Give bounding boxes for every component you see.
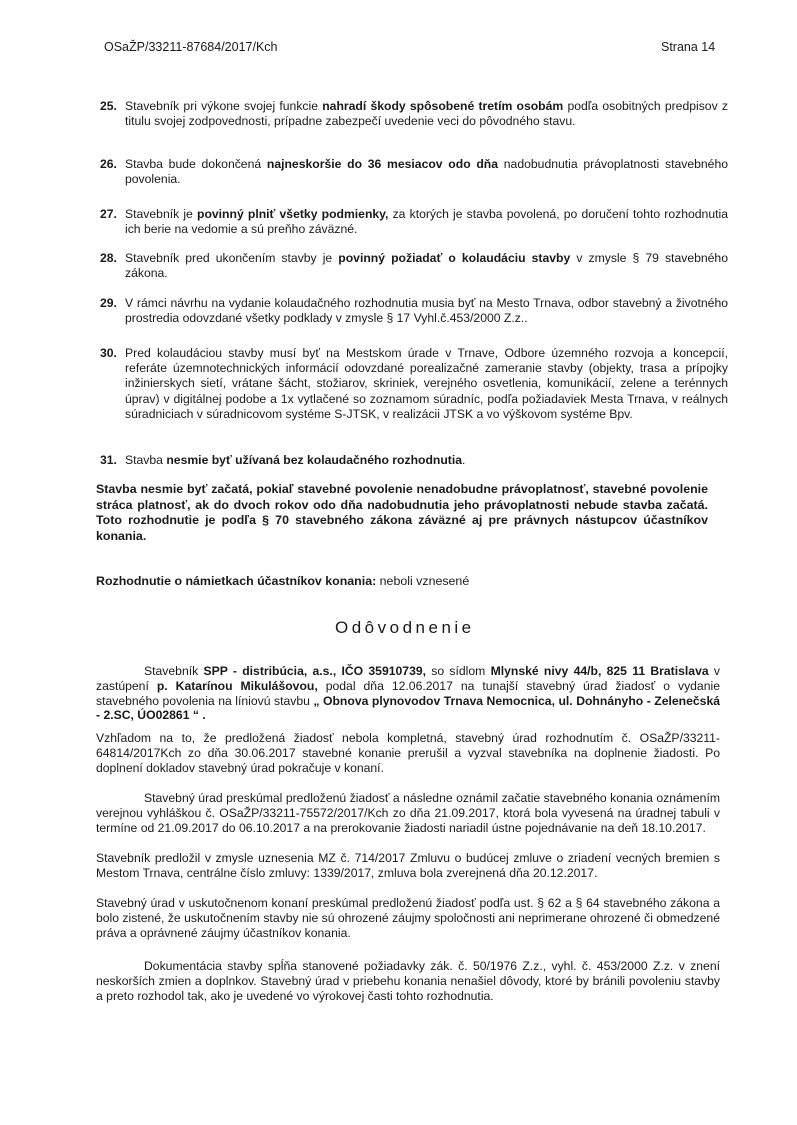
item-text: [125, 251, 728, 281]
bold-text-segment: nesmie byť užívaná bez kolaudačného rozhodnutia: [166, 453, 463, 467]
document-reference: OSaŽP/33211-87684/2017/Kch: [104, 40, 278, 54]
reasoning-paragraph: [96, 896, 720, 940]
item-number: 28.: [100, 251, 117, 265]
text-segment: Stavebník predložil v zmysle uznesenia MZ č. 714/2017 Zmluvu o budúcej zmluve o zriadení vecných bremien s Mestom Trnava, centrálne číslo zmluvy: 1339/2017, zmluva bola zverejnená dňa 20.12.2017.: [96, 851, 720, 880]
item-text: [125, 157, 728, 187]
item-text: [125, 207, 728, 237]
reasoning-paragraph: [96, 959, 720, 1003]
text-segment: v zmysle § 79 stavebného zákona.: [125, 251, 728, 281]
text-segment: Stavba bude dokončená: [125, 157, 267, 171]
objections-decision: [96, 574, 469, 589]
text-segment: Stavebník je: [125, 207, 197, 221]
reasoning-paragraph: [96, 731, 720, 775]
reasoning-paragraph: [96, 664, 720, 723]
item-number: 30.: [100, 346, 117, 360]
objections-label: Rozhodnutie o námietkach účastníkov konania:: [96, 574, 377, 588]
bold-text-segment: najneskoršie do 36 mesiacov odo dňa: [266, 157, 499, 171]
text-segment: so sídlom: [426, 664, 491, 678]
objections-value: neboli vznesené: [376, 574, 470, 588]
validity-notice: Stavba nesmie byť začatá, pokiaľ stavebné povolenie nenadobudne právoplatnosť, stavebné povolenie stráca platnosť, ak do dvoch rokov odo dňa nadobudnutia jeho právoplatnosti nebude stavba začatá. Toto rozhodnutie je podľa § 70 stavebného zákona záväzné aj pre právnych nástupcov účastníkov konania.: [96, 482, 708, 543]
text-segment: Dokumentácia stavby spĺňa stanovené požiadavky zák. č. 50/1976 Z.z., vyhl. č. 453/2000 Z.z. v znení neskorších zmien a doplnkov. Stavebný úrad v priebehu konania nenašiel dôvody, ktoré by bránili povoleniu stavby a preto rozhodol tak, ako je uvedené vo výrokovej časti tohto rozhodnutia.: [96, 959, 720, 1003]
bold-text-segment: Mlynské nivy 44/b, 825 11 Bratislava: [490, 664, 709, 678]
condition-item: [100, 453, 728, 468]
text-segment: Stavebný úrad preskúmal predloženú žiadosť a následne oznámil začatie stavebného konania oznámením verejnou vyhláškou č. OSaŽP/33211-75572/2017/Kch zo dňa 21.09.2017, ktorá bola vyvesená na úradnej tabuli v termíne od 21.09.2017 do 06.10.2017 a na prerokovanie žiadosti nariadil ústne pojednávanie na deň 18.10.2017.: [96, 791, 720, 835]
text-segment: nadobudnutia právoplatnosti stavebného povolenia.: [125, 157, 729, 187]
item-number: 27.: [100, 207, 117, 221]
bold-text-segment: SPP - distribúcia, a.s., IČO 35910739,: [203, 664, 427, 678]
text-segment: .: [462, 453, 466, 467]
item-number: 26.: [100, 157, 117, 171]
reasoning-paragraph: [96, 851, 720, 881]
condition-item: [100, 207, 728, 237]
text-segment: Stavba: [125, 453, 167, 467]
text-segment: v zastúpení: [96, 664, 720, 693]
text-segment: podľa osobitných predpisov z titulu svojej zodpovednosti, prípadne zabezpečí uvedenie veci do pôvodného stavu.: [125, 99, 728, 129]
text-segment: Stavebník pri výkone svojej funkcie: [125, 99, 323, 113]
item-text: [125, 99, 728, 129]
item-text: [125, 453, 728, 468]
text-segment: Pred kolaudáciou stavby musí byť na Mestskom úrade v Trnave, Odbore územného rozvoja a koncepcií, referáte územnotechnických informácií odovzdané porealizačné zameranie stavby (objekty, trasa a prípojky inžinierskych sietí, vrátane šácht, stožiarov, skriniek, verejného osvetlenia, komunikácií, zelene a terénnych úprav) v digitálnej podobe a 1x vytlačené so zoznamom súradníc, podľa požiadaviek Mesta Trnava, v reálnych súradniciach v súradnicovom systéme S-JTSK, v realizácii JTSK a vo výškovom systéme Bpv.: [125, 346, 728, 421]
condition-item: [100, 346, 728, 422]
section-title-text: Odôvodnenie: [335, 618, 475, 637]
condition-item: [100, 157, 728, 187]
page-number: Strana 14: [661, 40, 716, 54]
bold-text-segment: nahradí škody spôsobené tretím osobám: [322, 99, 564, 113]
condition-item: [100, 99, 728, 129]
item-text: [125, 346, 728, 422]
reasoning-paragraph: [96, 791, 720, 835]
bold-text-segment: povinný plniť všetky podmienky,: [197, 207, 389, 221]
bold-text-segment: „ Obnova plynovodov Trnava Nemocnica, ul. Dohnányho - Zelenečská - 2.SC, ÚO02861 “ .: [96, 693, 720, 723]
item-number: 31.: [100, 453, 117, 467]
text-segment: Stavebník: [144, 664, 204, 678]
text-segment: za ktorých je stavba povolená, po doručení tohto rozhodnutia ich berie na vedomie a sú preňho záväzné.: [125, 207, 728, 237]
text-segment: Stavebný úrad v uskutočnenom konaní preskúmal predloženú žiadosť podľa ust. § 62 a § 64 stavebného zákona a bolo zistené, že uskutočnením stavby nie sú ohrozené záujmy spoločnosti ani neprimerane ohrozené či obmedzené práva a oprávnené záujmy účastníkov konania.: [96, 896, 720, 940]
text-segment: podal dňa 12.06.2017 na tunajší stavebný úrad žiadosť o vydanie stavebného povolenia na líniovú stavbu: [96, 678, 720, 708]
condition-item: [100, 251, 728, 281]
item-number: 29.: [100, 296, 117, 310]
bold-text-segment: p. Katarínou Mikulášovou,: [156, 678, 318, 693]
bold-text-segment: povinný požiadať o kolaudáciu stavby: [338, 251, 571, 265]
item-number: 25.: [100, 99, 117, 113]
item-text: [125, 296, 728, 326]
condition-item: [100, 296, 728, 326]
text-segment: Stavebník pred ukončením stavby je: [125, 251, 339, 265]
text-segment: V rámci návrhu na vydanie kolaudačného rozhodnutia musia byť na Mesto Trnava, odbor stavebný a životného prostredia odovzdané všetky podklady v zmysle § 17 Vyhl.č.453/2000 Z.z..: [125, 296, 728, 326]
text-segment: Vzhľadom na to, že predložená žiadosť nebola kompletná, stavebný úrad rozhodnutím č. OSaŽP/33211-64814/2017Kch zo dňa 30.06.2017 stavebné konanie prerušil a vyzval stavebníka na doplnenie žiadosti. Po doplnení dokladov stavebný úrad pokračuje v konaní.: [96, 731, 720, 775]
